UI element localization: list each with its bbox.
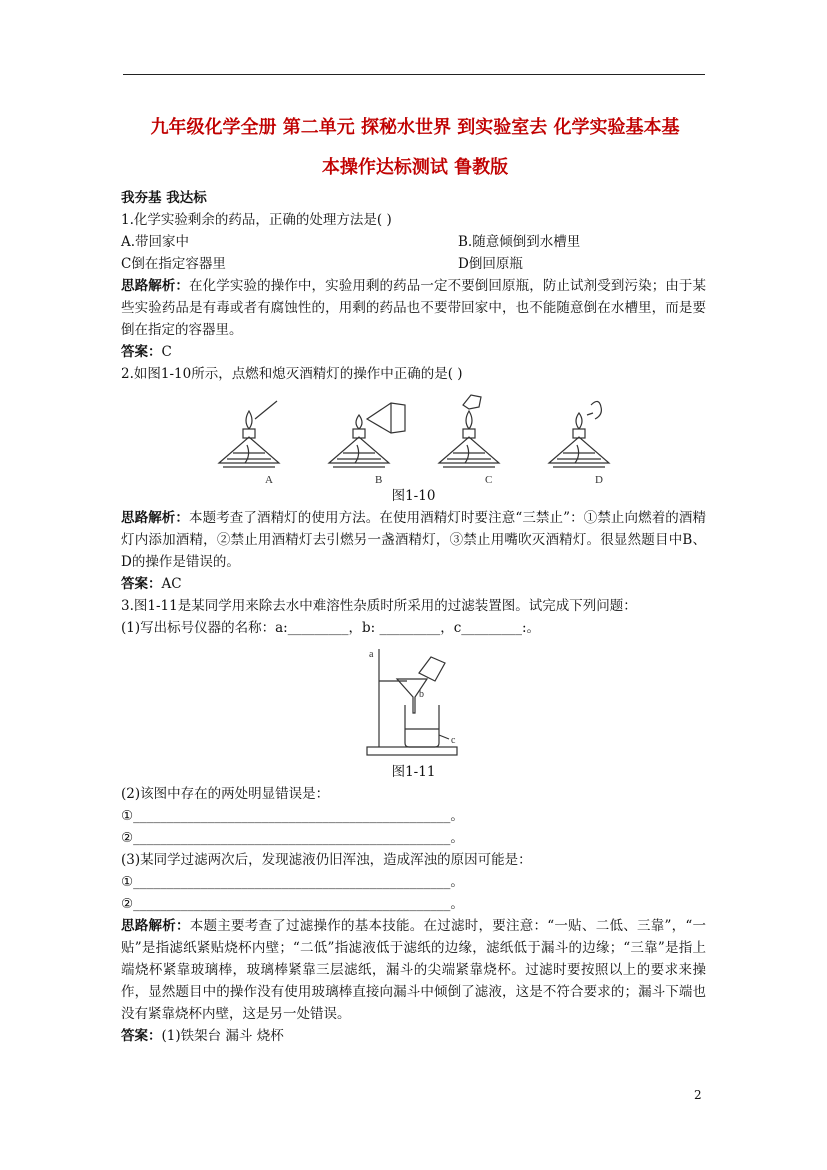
fig-label-a: a [368, 649, 373, 660]
lamp-a [219, 401, 279, 467]
pouring-beaker [419, 657, 445, 681]
fig-label-b: B [374, 474, 382, 485]
figure-caption-1-11: 图1-11 [391, 764, 436, 780]
fig-label-b: b [418, 689, 424, 700]
lamp-c [439, 395, 499, 467]
q3-answer-text: (1)铁架台 漏斗 烧杯 [161, 1028, 284, 1044]
lamp-d [549, 401, 609, 467]
answer-label: 答案： [121, 344, 162, 360]
q1-analysis-text: 在化学实验的操作中，实验用剩的药品一定不要倒回原瓶，防止试剂受到污染；由于某些实验药品是有毒或者有腐蚀性的，用剩的药品也不要带回家中，也不能随意倒在水槽里，而是要倒在指定的容器里。 [121, 278, 707, 338]
answer-label: 答案： [121, 576, 162, 592]
q1-analysis [121, 275, 706, 341]
q1-option-a: A.带回家中 [121, 234, 190, 250]
q3-sub3-blank1[interactable]: ①_______________________________________________。 [121, 874, 464, 890]
q1-option-b: B.随意倾倒到水槽里 [458, 234, 581, 250]
q3-sub2-blank1[interactable]: ①_______________________________________________。 [121, 808, 464, 824]
filtration-apparatus-illustration [359, 643, 469, 761]
q2-analysis [121, 507, 706, 573]
q2-stem: 2.如图1-10所示，点燃和熄灭酒精灯的操作中正确的是( ) [121, 366, 463, 382]
q3-analysis [121, 915, 706, 1025]
fig-label-c: c [450, 735, 455, 746]
doc-title-line1: 九年级化学全册 第二单元 探秘水世界 到实验室去 化学实验基本基 [150, 117, 680, 138]
q3-sub1: (1)写出标号仪器的名称：a:_________，b: _________，c_________:。 [121, 620, 541, 636]
q1-answer-text: C [161, 344, 172, 360]
fig-label-a: A [264, 474, 273, 485]
lamp-b [329, 403, 405, 467]
q1-option-c: C倒在指定容器里 [121, 256, 226, 272]
q3-sub2: (2)该图中存在的两处明显错误是： [121, 786, 330, 802]
doc-title-line2: 本操作达标测试 鲁教版 [321, 157, 509, 178]
fig-label-c: C [484, 474, 492, 485]
figure-1-11 [121, 643, 706, 761]
alcohol-lamp-illustration [199, 393, 629, 485]
figure-1-10 [121, 393, 706, 485]
q3-sub2-blank2[interactable]: ②_______________________________________________。 [121, 830, 464, 846]
page-number: 2 [694, 1088, 702, 1102]
q2-answer-text: AC [161, 576, 182, 592]
figure-caption-1-10: 图1-10 [391, 488, 436, 504]
document-body [121, 187, 706, 1047]
q1-options-row1 [121, 231, 706, 253]
answer-label: 答案： [121, 1028, 162, 1044]
q1-options-row2 [121, 253, 706, 275]
q3-answer [121, 1025, 706, 1047]
q2-analysis-text: 本题考查了酒精灯的使用方法。在使用酒精灯时要注意“三禁止”：①禁止向燃着的酒精灯内添加酒精，②禁止用酒精灯去引燃另一盏酒精灯，③禁止用嘴吹灭酒精灯。很显然题目中B、D的操作是错误的。 [121, 510, 707, 570]
header-rule [123, 74, 705, 75]
analysis-label: 思路解析： [121, 918, 190, 934]
section-heading: 我夯基 我达标 [121, 190, 207, 206]
q3-sub3: (3)某同学过滤两次后，发现滤液仍旧浑浊，造成浑浊的原因可能是： [121, 852, 532, 868]
q3-sub3-blank2[interactable]: ②_______________________________________________。 [121, 896, 464, 912]
q3-stem: 3.图1-11是某同学用来除去水中难溶性杂质时所采用的过滤装置图。试完成下列问题： [121, 598, 637, 614]
beaker [405, 705, 439, 747]
q1-answer [121, 341, 706, 363]
q2-answer [121, 573, 706, 595]
fig-label-d: D [594, 474, 603, 485]
analysis-label: 思路解析： [121, 278, 190, 294]
analysis-label: 思路解析： [121, 510, 189, 526]
q3-analysis-text: 本题主要考查了过滤操作的基本技能。在过滤时，要注意：“一贴、二低、三靠”，“一贴”是指滤纸紧贴烧杯内壁；“二低”指滤液低于滤纸的边缘，滤纸低于漏斗的边缘；“三靠”是指上端烧杯紧靠玻璃棒，玻璃棒紧靠三层滤纸，漏斗的尖端紧靠烧杯。过滤时要按照以上的要求来操作，显然题目中的操作没有使用玻璃棒直接向漏斗中倾倒了滤液，这是不符合要求的；漏斗下端也没有紧靠烧杯内壁，这是另一处错误。 [121, 918, 706, 1022]
q1-stem: 1.化学实验剩余的药品，正确的处理方法是( ) [121, 212, 392, 228]
q1-option-d: D倒回原瓶 [458, 256, 523, 272]
stand-base [367, 747, 457, 755]
